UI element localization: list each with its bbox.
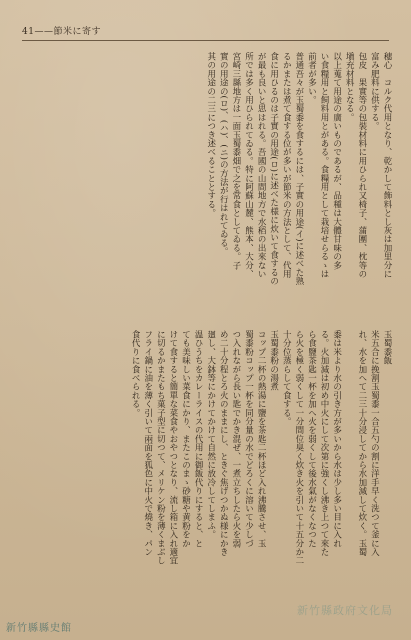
page-header: 41——節米に寄す — [22, 27, 101, 37]
upper-text-block: 穗心 コルク代用となり、乾かして飾料とし灰は加里分に 富み肥料に供する。 包皮 果實等の包裝材料に用ひられ又椅子、蒲團、枕等の 塡充材料となる。 以上蒐て用途の廣いものであるが、品種は大體甘味の多 い食糧用と飼料用とがある。食糧用として栽培せらるゝは 前者が多い。 普通吾々が玉蜀黍を食するには、子實の用途(イ)に述べた熟 るかまたは煮て食する位が多いが節米の方法として、代用 食に用ひるのは子實の用途(ロ)に述べた様に炊いて食するの が最も良いと思はれる。吾國の山間地方で水稻の出來ない 所では多く用ひられてゐる。特に阿蘇山麓、熊本、大分、 宮崎三縣地方は一面玉蜀黍畑で之を常食としてゐる。子 實の用途の(ロ)、(ハ)、(ニ)の方法が行はれてゐる。 其の用途の二三につき述べることとする。 — [205, 52, 392, 286]
archive-watermark-left: 新竹縣縣史館 — [6, 623, 72, 634]
archive-watermark: 新竹縣政府文化局 — [297, 604, 393, 617]
lower-text-block: 玉蜀黍飯 米五合に挽割玉蜀黍一合五勺の割に洋手早く洗つて釜に入 れ、水を加へて二三十分浸してから水加減して炊く。玉蜀 黍は米より水の引き方が多いから水は少し多い目に入れ る。火加減は初め中火にして次第に強くし沸き上つて來た ら食鹽茶匙一杯を加へ火を弱くして後水氣がなくなつた ら火を極く弱くして一分間位臭く炊き火を引いて十五分か二 十分位蒸らして食する。 玉蜀黍粉の湯煮 コップ二杯の熱湯に鹽を茶匙二杯ほど入れ沸騰させ、玉 蜀黍粉コップ一杯を同分量の水でどろくに溶いて少しづ つ入れながら長い匙でかき混ぜ、一煮立ちしたら火を弱 め二十分程とろ火のままにし、ときぐ焦げつかぬ様にかき 廻し、大鉢等にかけてかけて自然に放冷してしまふ。 温ひうちをカレーライスの代用に御飯代りにすると、と ても美味しい菜食にかり、またこのまゝ砂糖や黄粉をか けて食すると簡單な菜食やおやつとなり、流し箱に入れ適宜 に切るかまたもち菓子型に切つて、メリケン粉を薄くまぶし フライ鍋に油を薄く引いて兩面を狐色に中火で燒き、パン 食代りに食べられる。 — [130, 330, 392, 565]
header-rule — [22, 40, 389, 41]
